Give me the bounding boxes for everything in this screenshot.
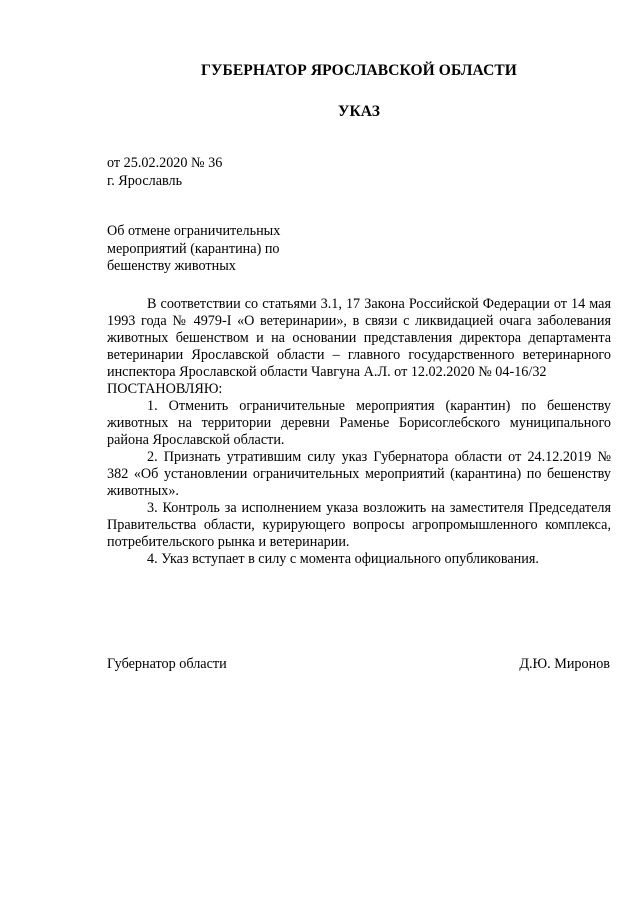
preamble-paragraph: В соответствии со статьями 3.1, 17 Закона Российской Федерации от 14 мая 1993 года № 4979-I «О ветеринарии», в связи с ликвидацией очага заболевания животных бешенством и на основании представления директора департамента ветеринарии Ярославской области – главного государственного ветеринарного инспектора Ярославской области Чавгуна А.Л. от 12.02.2020 № 04-16/32 bbox=[107, 296, 611, 380]
signature-position: Губернатор области bbox=[107, 656, 227, 672]
signature-name: Д.Ю. Миронов bbox=[519, 656, 610, 672]
resolves-heading: ПОСТАНОВЛЯЮ: bbox=[107, 381, 223, 397]
document-subject bbox=[107, 223, 327, 276]
item-paragraph-3: 3. Контроль за исполнением указа возложить на заместителя Председателя Правительства области, курирующего вопросы агропромышленного комплекса, потребительского рынка и ветеринарии. bbox=[107, 500, 611, 550]
document-body bbox=[107, 296, 611, 568]
item-paragraph-1: 1. Отменить ограничительные мероприятия (карантин) по бешенству животных на территории деревни Раменье Борисоглебского муниципального района Ярославской области. bbox=[107, 398, 611, 448]
item-paragraph-2: 2. Признать утратившим силу указ Губернатора области от 24.12.2019 № 382 «Об установлении ограничительных мероприятий (карантина) по бешенству животных». bbox=[107, 449, 611, 499]
document-title: ГУБЕРНАТОР ЯРОСЛАВСКОЙ ОБЛАСТИ bbox=[201, 62, 517, 79]
document-date-number: от 25.02.2020 № 36 bbox=[107, 155, 223, 171]
document-type: УКАЗ bbox=[337, 103, 380, 120]
subject-line: мероприятий (карантина) по bbox=[107, 240, 280, 257]
subject-line: Об отмене ограничительных bbox=[107, 223, 281, 239]
item-paragraph-4: 4. Указ вступает в силу с момента официального опубликования. bbox=[147, 551, 539, 567]
document-city: г. Ярославль bbox=[107, 173, 183, 189]
subject-line: бешенству животных bbox=[107, 258, 236, 274]
